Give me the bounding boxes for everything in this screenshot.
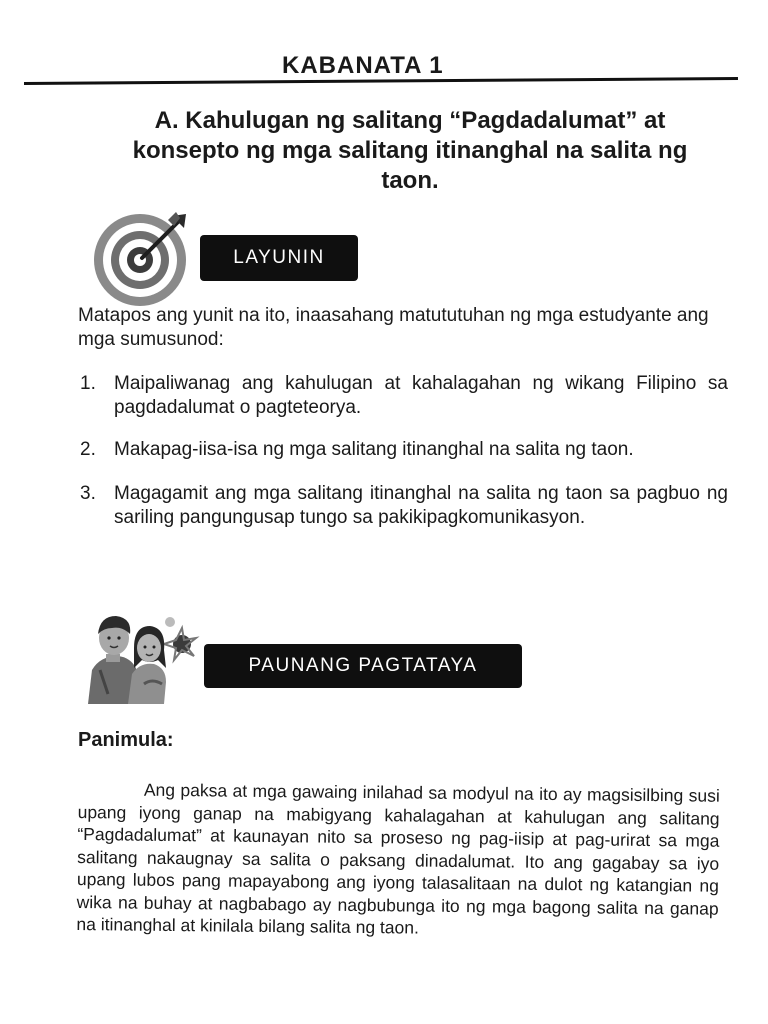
students-icon [78,604,202,704]
objective-number: 2. [80,439,96,460]
objective-number: 3. [80,483,96,504]
section-title-line-1: A. Kahulugan ng salitang “Pagdadalumat” at [154,107,666,134]
panimula-body: Ang paksa at mga gawaing inilahad sa modyul na ito ay magsisilbing susi upang iyong ganap na mabigyang kahalagahan at kahulugan ang salitang “Pagdadalumat” at kaunayan nito sa proseso ng pag-iisip at pag-urirat sa mga salitang nakaugnay sa salita o paksang dinadalumat. Ito ang gagabay sa iyo upang lubos pang mapayabong ang iyong talasalitaan na dulot ng katangian ng wika na buhay at nagbabago ay nagbubunga ito ng mga bagong salita na ganap na itinanghal at kinilala bilang salita ng taon. [76,779,720,938]
layunin-banner: LAYUNIN [200,235,358,281]
objective-number: 1. [80,373,96,394]
objective-text: Makapag-iisa-isa ng mga salitang itinanghal na salita ng taon. [114,439,634,460]
section-title [90,106,730,196]
target-icon [88,206,196,310]
objective-text: Magagamit ang mga salitang itinanghal na salita ng taon sa pagbuo ng sariling pangungusap tungo sa pakikipagkomunikasyon. [114,483,728,528]
section-title-line-3: taon. [381,167,439,194]
chapter-heading: KABANATA 1 [282,52,444,79]
sparkle-icon [164,617,196,660]
panimula-heading: Panimula: [78,729,174,751]
objective-text: Maipaliwanag ang kahulugan at kahalagahan ng wikang Filipino sa pagdadalumat o pagteteorya. [114,373,728,418]
layunin-intro: Matapos ang yunit na ito, inaasahang matututuhan ng mga estudyante ang mga sumusunod: [78,305,709,350]
section-title-line-2: konsepto ng mga salitang itinanghal na salita ng [132,137,688,164]
paunang-pagtataya-banner: PAUNANG PAGTATAYA [204,644,522,688]
